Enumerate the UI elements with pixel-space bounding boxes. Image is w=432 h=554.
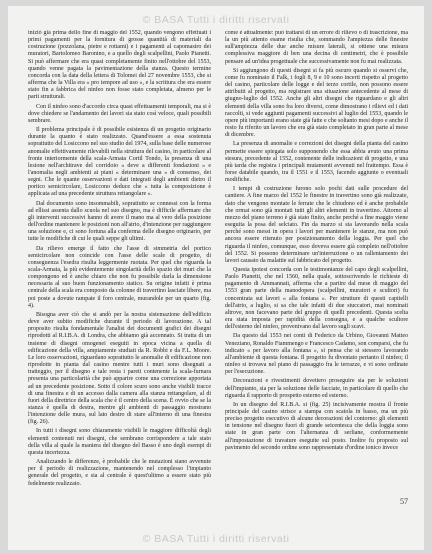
paragraph: I tempi di costruzione furono solo pochi dati sulle procedure del cantiere. A fine marzo del 1552 le finestre in travertino sono già realizzate, dato che vengono montate le ferrate che le chiudono ed è anche probabile che ormai sono già montati tutti gli altri elementi in travertino. Attorno al mezzo del piano terreno è già stato finito, anche perché a fine maggio viene eseguita la posa del selciato. Fin da marzo si sta lavorando nella scala perché sono messi in opera i lavori per mantenere le stanze, ma non può ancora essere ritenuto per posizionamento della loggia. Per quel che riguarda il ninfeo, comunque, esso doveva essere già completo nell'ottobre del 1552. Si possono determinare un'interruzione o un rallentamento dei lavori causato da malattie sul fabbricato del progetto.: [225, 186, 408, 264]
paragraph: Analizzando le differenze, è probabile che le mutazioni siano avvenute per il periodo di realizzazione, mantenendo nel complesso l'impianto generale del progetto, e sia al centrale è quest'ultimo a essere stato più fedelmente realizzato.: [28, 459, 211, 487]
paragraph: Questa ipotesi concorda con le testimonianze del capo degli scalpellini, Paolo Pianetti, che nel 1560, nella quale, sottoscrivendo le richieste di pagamento di Ammannati, afferma che a partire dal mese di maggio del 1553 gran parte della manodopera (scalpellini, muratori e scultori) fu concentrata sui lavori « alla fontana ». Per strutture di questi capitelli dell'atrio, a luglio, si sa che tale infatti di due stuccatori, mai nominati altrove, non facevano parte del gruppo di quelli precedenti. Questa scelta era stata imposta per rapidità della consegna, e a qualche scultore dell'esterno del ninfeo, provenivano dal lavoro sugli scavi.: [225, 267, 408, 331]
paragraph: Si aggiungono di questi disegni si fa più oscuro quando si osservi che, come fu nominato il Falk, i fogli 8, 9 e 10 sono incerti rispetto al progetto del casino, particolare delle logge e del terzo cortile, non possono essere attribuiti al progetto, ma registrare una situazione antecedente al mese di giugno-luglio del 1552. Anche gli altri disegni che riguardano e gli altri elementi della villa sono fra loro diversi, come dimostrano i rilievi ed i dati raccolti, si vede aggiunti pagamenti successivi al luglio del 1553, quando le opere più importanti erano state già fatte e che soltanto mesi dopo e anche il resto fu riferito un lavoro che era già stato completato in gran parte al mese di dicembre.: [225, 67, 408, 139]
watermark-bottom: © BASA Tutti i diritti riservati: [142, 533, 290, 545]
paragraph: Da questo dal 1553 nei conti di Federico da Urbino, Giovanni Matteo Veneziano, Ronaldo Fiammengo e Francesco Cadamo, son comparsi, che fu indicato « per lavoro alla fontana », si pensa che si stessero lavorando all'ambiente di questa fontana. Il progetto fu diventato pertanto il ninfeo; il ninfeo si trovava nel piano di passaggio fra le terrazze, e vi sono ordinate per l'esecuzione.: [225, 333, 408, 376]
paragraph: Decorazioni e rivestimenti dovettero proseguire sia per le soluzioni dell'impianto, sia per la soluzione delle facciate, in particolare di quello che riguarda il rapporto di prospetto esterno ed esterno.: [225, 378, 408, 399]
paragraph: come è attualmente: può trattarsi di un errore di rilievo o di trascrizione, ma la un più attento esame risulta che, sommando l'ampiezza delle finestre sull'ampiezza delle due anche misure laterali, si ottiene una misura complessiva maggiore di ben una decina di centimetri, che è possibile pensare ad un'idea progettuale che successivamente non fu mai realizzata.: [225, 30, 408, 65]
text-columns: [28, 30, 408, 510]
paragraph: In tutti i disegni sono chiaramente visibili le maggiore difficoltà degli elementi contenuti nei disegni, che sembrano corrispondere a tale stato della villa al quale la maniera del disegno del Basso è uno degli esempi di questa incertezza.: [28, 428, 211, 456]
right-column: [225, 30, 408, 510]
paragraph: Da rilievo emerge il fatto che l'asse di simmetria del portico semicircolare non coincide con l'asse delle scale di progetto, di conseguenza l'esedra risulta leggermente ruotata. Per quel che riguarda la scala-Armata, la più evidentemente singolarità dello spazio dei muri che la compongono ed è anche chiaro che non fu possibile darla la dimensione necessaria al suo buon funzionamento statico. Su origine infatti è prima centrale della scala era composto da colonne di travertino lasciate libere, ma poi poste a dovute rampate il foro centrale, murandole per un quarto (fig. 4).: [28, 245, 211, 309]
paragraph: Con il ninfeo sono d'accordo circa quasi effettuamenti temporali, ma si è dove chiedere se l'andamento dei lavori sia stato così veloce, quali possibili sembrare.: [28, 103, 211, 124]
paragraph: Il problema principale è di possibile esistenza di un progetto originario durante la quanto è stato realizzato. Quand'essere a essa sostenuta soprattutto del Losiccono nel suo studio del 1974, sulla base delle numerose anomalie effettivamente rilevabili nella struttura del casino, in particolare al fronte interiormente della scala-Armata Cortil Tondo, la presenza di una lesione nell'architrave del corridoio « deve a differenti fondazioni » e l'anomalia negli ambienti ai piani « determinare una » di consenso, dei segni. Che le quante osservazioni e dati integrati degli ambienti dietro il portico semicircolare, Losiccono deduce che « tutta la composizione è applicata ad una precedente struttura rettangolare ».: [28, 127, 211, 198]
paragraph: La presenza di anomalie e correzioni dei disegni della pianta del casino permette essere spiegata solo supponendo che essa abbia avuto una prima stesura, precedente al 1552, contenente delle indicazioni di progetto, e una più tarda che registra i principali mutamenti avvenuti nel frattempo. Essa è forse databile quando, tra il 1551 e il 1553, facendo aggiunte o eventuali modifiche.: [225, 141, 408, 184]
page-number: 57: [400, 497, 408, 506]
paragraph: iniziò già prima dello fine di maggio del 1552, quando vengono effettuati i primi pagamenti per la fornitura di grosse quantità di materiali da costruzione (pozzolana, pietre e rottami) e i pagamenti al capomastro dei muratori, Bartolomeo Baronino, e a quello degli scalpellini, Paolo Pianetti. Si può affermare che era quasi completamente finito nell'ottobre del 1553, quando venne pagata la pavimentazione della stanza. Questo termine concorda con la data della lettera di Tolomei del 27 novembre 1553, che si afferma che la Villa era « pro tempore ad uso », e la scrittura che era essere stato fin a fabbrica del ninfeo non fosse stato completata, almeno per le parti strutturali.: [28, 30, 211, 101]
paragraph: In un disegno del R.I.B.A. si (fig. 25) incisivamente mostra il fronte principale del casino strisce a stampa con scatola in basso, ma un più preciso progetto esecutivo di alcune decorazioni del contorno: gli elementi in tensione nel disegno fuori di grande seicentesca che della loggia sono state in gran parte con l'alternanza di serliane, conformemente all'impostazione di travature eseguite sul posto. Inoltre fu proposto sul pavimento del secondo ordine sono rappresentate d'ordine ionico invece: [225, 401, 408, 451]
paragraph: Dal documento sono insommabili, soprattutto se connessi con la forma ad ellissi assenta dallo scuola nel suo disegno, ma è difficile affermare che gli interventi successivi hanno di avere il mano ma al vero della posizione dell'ordine mantenere le posizioni non all'atrio, d'intenzione per raggiungere una soluzione e, ci sono fortuna alla conferma delle disegno originario, per tutte le modifiche di cui le quali seppe gli ultimi.: [28, 200, 211, 243]
watermark-top: © BASA Tutti i diritti riservati: [142, 14, 290, 26]
document-page: [8, 6, 424, 550]
left-column: [28, 30, 211, 510]
paragraph: Bisogna aver ciò che si andò per la nostra sistemazione dell'edificio deve aver subito modifiche durante il periodo di lavorazione. A tal proposito risulta fondamentale l'analisi dei documenti grafici dei disegni riprodotti al R.I.B.A. di Londra, che abbiamo già accennato. Si tratta di un insieme di disegni omogenei eseguiti in epoca vicina a quella di edificazione della villa, ampiamente studiati da R. Robbi e da F.L. Moore. Le loro osservazioni, riguardano soprattutto le anomalie di edificazione non riprodotte in pianta dal casino mentre tutti i muri sono disegnati a tratteggio, per il disegno e tale resta i pareti contenente la scala-furnara presenta una particolarità che può apparire come una correzione apportata ad un precedente posizione. Sotto il colore scuro sono anche visibili tracce di una finestra e di un accesso dalla camera alla stanza rettangolare, al di fuori della direttrice della scala che è il centro della scena. È ovvio che se la stanza è quella di destra, mentre gli ambienti di passaggio mostrano l'intenzione delle mura, sul lato destro di stare all'interno di una finestra (fig. 26).: [28, 311, 211, 426]
